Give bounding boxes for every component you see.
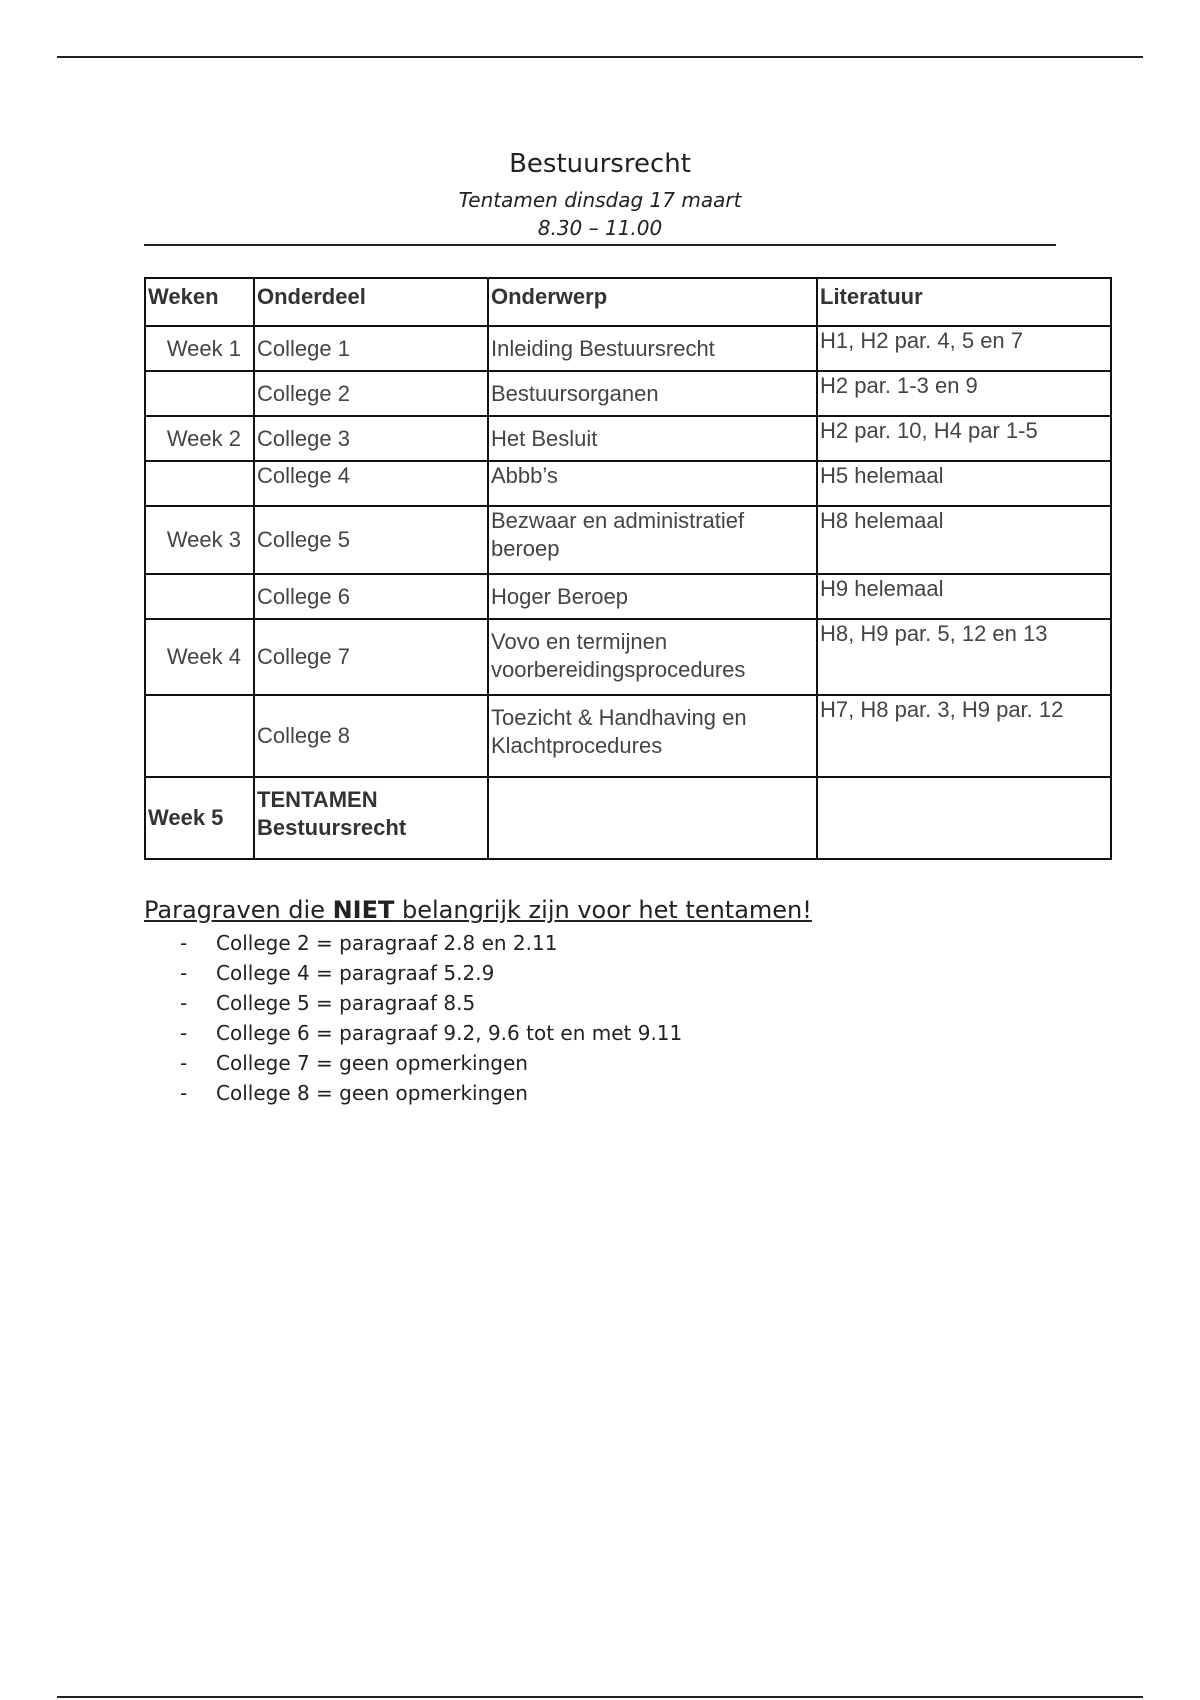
exam-date: Tentamen dinsdag 17 maart xyxy=(458,188,742,212)
week-cell xyxy=(145,371,254,416)
onderwerp-cell: Abbb’s xyxy=(488,461,817,506)
bullet-dash: - xyxy=(180,1081,188,1105)
notes-heading-emphasis: NIET xyxy=(332,896,395,924)
onderdeel-cell: College 2 xyxy=(254,371,488,416)
notes-list xyxy=(144,928,1104,1108)
onderwerp-cell: Inleiding Bestuursrecht xyxy=(488,326,817,371)
table-row xyxy=(145,371,1111,416)
list-item xyxy=(144,958,1104,988)
week-cell: Week 3 xyxy=(145,506,254,574)
onderdeel-cell: College 6 xyxy=(254,574,488,619)
bullet-dash: - xyxy=(180,931,188,955)
list-item-text: College 8 = geen opmerkingen xyxy=(216,1081,528,1105)
literatuur-cell: H2 par. 1-3 en 9 xyxy=(817,371,1111,416)
list-item-text: College 5 = paragraaf 8.5 xyxy=(216,991,476,1015)
week-cell: Week 1 xyxy=(145,326,254,371)
onderwerp-cell: Hoger Beroep xyxy=(488,574,817,619)
table-row xyxy=(145,461,1111,506)
week-cell: Week 5 xyxy=(145,777,254,859)
table-row xyxy=(145,619,1111,695)
table-row xyxy=(145,506,1111,574)
onderwerp-cell xyxy=(488,777,817,859)
onderwerp-cell: Bezwaar en administratief beroep xyxy=(488,506,817,574)
title-underline xyxy=(144,244,1056,246)
list-item xyxy=(144,1048,1104,1078)
week-cell xyxy=(145,461,254,506)
list-item-text: College 2 = paragraaf 2.8 en 2.11 xyxy=(216,931,558,955)
onderwerp-cell: Bestuursorganen xyxy=(488,371,817,416)
table-row xyxy=(145,777,1111,859)
list-item-text: College 6 = paragraaf 9.2, 9.6 tot en met 9.11 xyxy=(216,1021,683,1045)
list-item xyxy=(144,1018,1104,1048)
onderdeel-cell: College 3 xyxy=(254,416,488,461)
notes-heading-pre: Paragraven die xyxy=(144,896,333,924)
onderdeel-cell: College 7 xyxy=(254,619,488,695)
list-item-text: College 7 = geen opmerkingen xyxy=(216,1051,528,1075)
page-bottom-rule xyxy=(57,1696,1143,1698)
page-top-rule xyxy=(57,56,1143,58)
literatuur-cell: H2 par. 10, H4 par 1-5 xyxy=(817,416,1111,461)
week-cell: Week 4 xyxy=(145,619,254,695)
onderwerp-cell: Het Besluit xyxy=(488,416,817,461)
table-row xyxy=(145,574,1111,619)
table-row xyxy=(145,695,1111,777)
onderwerp-cell: Toezicht & Handhaving en Klachtprocedures xyxy=(488,695,817,777)
table-row xyxy=(145,326,1111,371)
onderdeel-cell: College 1 xyxy=(254,326,488,371)
week-cell: Week 2 xyxy=(145,416,254,461)
literatuur-cell: H7, H8 par. 3, H9 par. 12 xyxy=(817,695,1111,777)
column-header-weken: Weken xyxy=(145,278,254,326)
literatuur-cell xyxy=(817,777,1111,859)
onderdeel-cell: College 8 xyxy=(254,695,488,777)
page-title: Bestuursrecht xyxy=(509,149,691,179)
schedule-table xyxy=(144,277,1112,860)
literatuur-cell: H8 helemaal xyxy=(817,506,1111,574)
week-cell xyxy=(145,695,254,777)
notes-heading-post: belangrijk zijn voor het tentamen! xyxy=(394,896,812,924)
list-item xyxy=(144,928,1104,958)
bullet-dash: - xyxy=(180,1021,188,1045)
table-header-row xyxy=(145,278,1111,326)
literatuur-cell: H8, H9 par. 5, 12 en 13 xyxy=(817,619,1111,695)
onderwerp-cell: Vovo en termijnen voorbereidingsprocedures xyxy=(488,619,817,695)
bullet-dash: - xyxy=(180,961,188,985)
table-row xyxy=(145,416,1111,461)
exam-time: 8.30 – 11.00 xyxy=(537,216,663,240)
column-header-literatuur: Literatuur xyxy=(817,278,1111,326)
onderdeel-cell: College 4 xyxy=(254,461,488,506)
document-header xyxy=(144,142,1056,242)
notes-heading xyxy=(144,892,1104,928)
list-item-text: College 4 = paragraaf 5.2.9 xyxy=(216,961,495,985)
bullet-dash: - xyxy=(180,991,188,1015)
column-header-onderdeel: Onderdeel xyxy=(254,278,488,326)
notes-section xyxy=(144,892,1104,1108)
literatuur-cell: H1, H2 par. 4, 5 en 7 xyxy=(817,326,1111,371)
literatuur-cell: H5 helemaal xyxy=(817,461,1111,506)
list-item xyxy=(144,1078,1104,1108)
literatuur-cell: H9 helemaal xyxy=(817,574,1111,619)
bullet-dash: - xyxy=(180,1051,188,1075)
onderdeel-cell: College 5 xyxy=(254,506,488,574)
column-header-onderwerp: Onderwerp xyxy=(488,278,817,326)
list-item xyxy=(144,988,1104,1018)
week-cell xyxy=(145,574,254,619)
onderdeel-cell: TENTAMEN Bestuursrecht xyxy=(254,777,488,859)
